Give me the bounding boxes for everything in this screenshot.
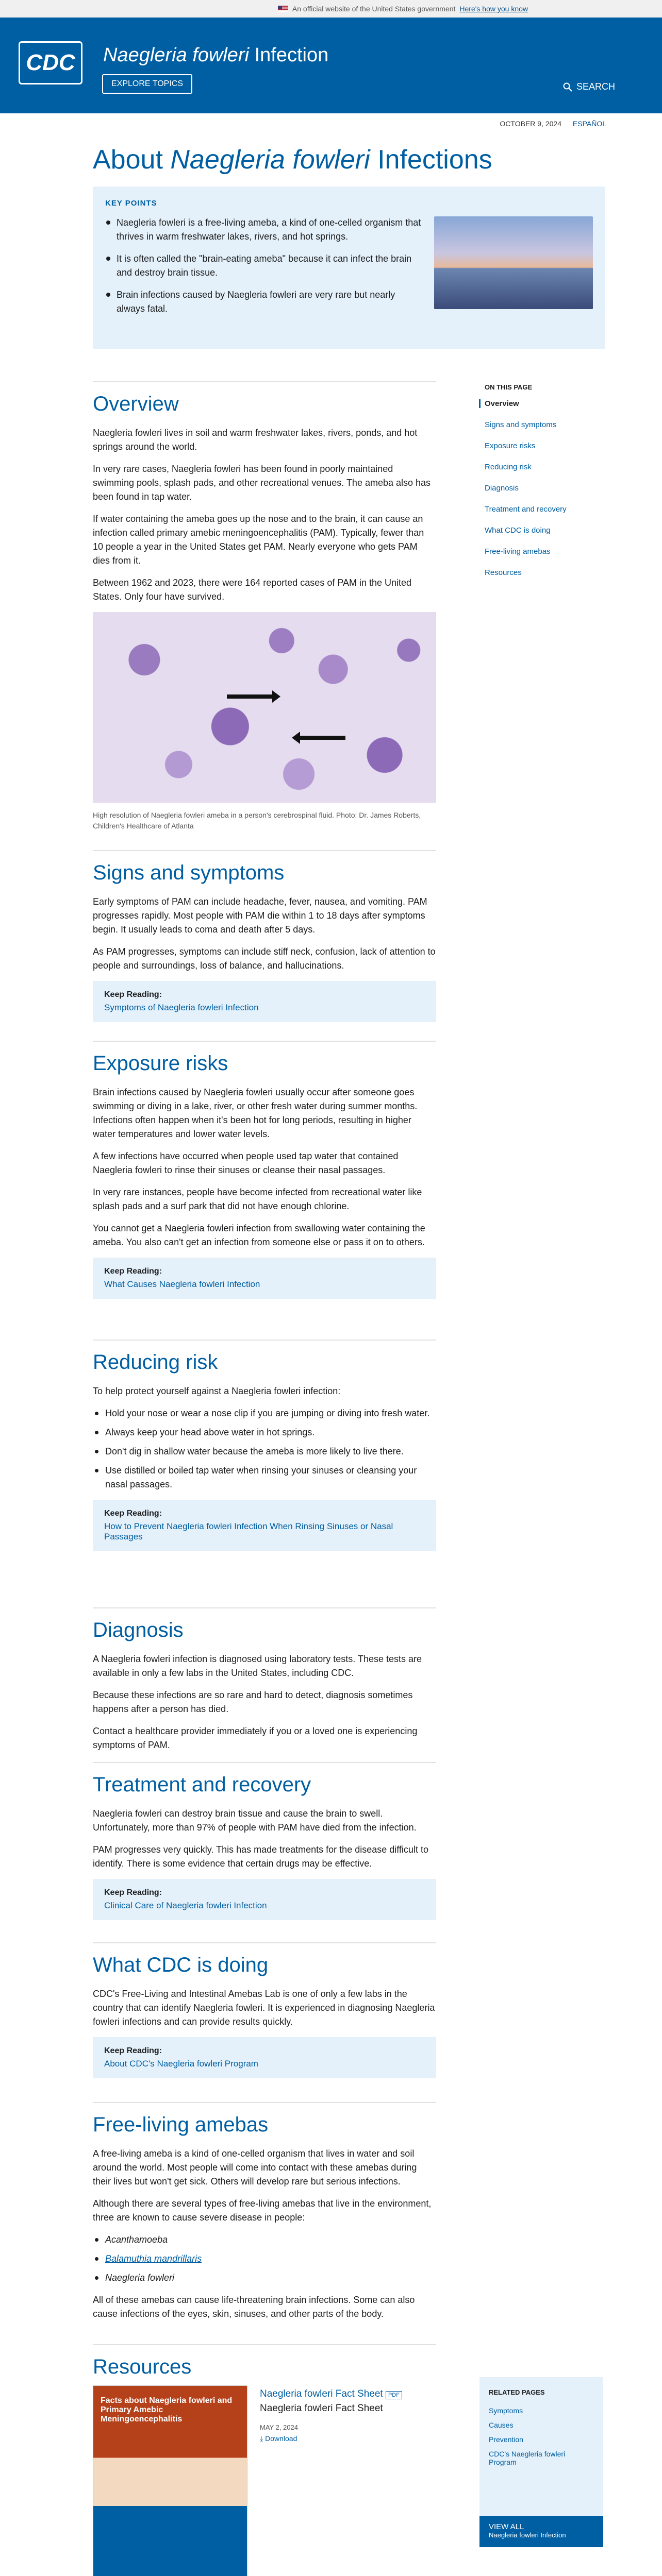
reducing-risk-list	[93, 1406, 436, 1492]
overview-para: Naegleria fowleri lives in soil and warm freshwater lakes, rivers, ponds, and hot springs around the world.	[93, 428, 418, 452]
keep-reading-label: Keep Reading:	[104, 1888, 162, 1897]
diagnosis-heading: Diagnosis	[93, 1619, 184, 1641]
view-all-label: VIEW ALL	[489, 2522, 524, 2531]
page-title-suffix: Infections	[370, 145, 492, 175]
site-header	[0, 18, 662, 113]
resource-date: MAY 2, 2024	[260, 2424, 298, 2431]
diagnosis-para: Contact a healthcare provider immediately if you or a loved one is experiencing symptoms of PAM.	[93, 1726, 418, 1750]
resources-section	[93, 2344, 436, 2389]
explore-topics-button[interactable]: EXPLORE TOPICS	[102, 74, 192, 94]
reducing-risk-heading: Reducing risk	[93, 1351, 218, 1374]
reducing-risk-section	[93, 1340, 436, 1551]
exposure-para: Brain infections caused by Naegleria fowleri usually occur after someone goes swimming or diving in a lake, river, or other fresh water during summer months. Infections often happen when it's been hot for long periods, resulting in higher water temperatures and lower water levels.	[93, 1087, 418, 1139]
list-item: Hold your nose or wear a nose clip if you are jumping or diving into fresh water.	[93, 1406, 436, 1420]
resource-card	[93, 2385, 436, 2576]
search-button[interactable]	[563, 81, 615, 92]
treatment-para: PAM progresses very quickly. This has made treatments for the disease difficult to identify. There is some evidence that certain drugs may be effective.	[93, 1844, 428, 1869]
site-title[interactable]	[103, 44, 328, 66]
dateline	[500, 120, 606, 128]
ameba-micrograph[interactable]	[93, 612, 436, 803]
keep-reading-label: Keep Reading:	[104, 2046, 162, 2055]
toc-link-diagnosis[interactable]: Diagnosis	[485, 484, 519, 493]
cdc-doing-heading: What CDC is doing	[93, 1954, 269, 1976]
related-pages	[479, 2377, 603, 2547]
cdc-logo[interactable]: CDC	[19, 41, 82, 84]
keep-reading-link[interactable]: About CDC's Naegleria fowleri Program	[104, 2059, 258, 2069]
toc-link-treatment[interactable]: Treatment and recovery	[485, 505, 567, 514]
resource-subtitle: Naegleria fowleri Fact Sheet	[260, 2403, 383, 2414]
section-divider	[93, 381, 436, 382]
overview-para: If water containing the ameba goes up the nose and to the brain, it can cause an infection called primary amebic meningoencephalitis (PAM). Typically, fewer than 10 people a year in the United States get PAM. Nearly everyone who gets PAM dies from it.	[93, 514, 424, 566]
us-flag-icon	[278, 6, 288, 12]
thumbnail-text: Facts about Naegleria fowleri and Primary Amebic Meningoencephalitis	[101, 2396, 233, 2424]
exposure-section	[93, 1041, 436, 1299]
gov-banner-text: An official website of the United States government	[292, 5, 456, 13]
key-point: It is often called the "brain-eating ameba" because it can infect the brain and destroy brain tissue.	[105, 252, 425, 280]
related-link[interactable]: Prevention	[489, 2435, 523, 2444]
download-link[interactable]	[260, 2434, 402, 2443]
treatment-section	[93, 1762, 436, 1920]
related-link[interactable]: Causes	[489, 2421, 514, 2429]
keep-reading-box	[93, 1500, 436, 1551]
exposure-heading: Exposure risks	[93, 1052, 228, 1075]
toc-link-symptoms[interactable]: Signs and symptoms	[485, 420, 557, 429]
ameba-list	[93, 2233, 436, 2285]
free-living-para: Although there are several types of free-living amebas that live in the environment, three are known to cause severe disease in people:	[93, 2198, 432, 2223]
free-living-section	[93, 2102, 436, 2329]
key-point: Brain infections caused by Naegleria fowleri are very rare but nearly always fatal.	[105, 288, 425, 316]
key-point: Naegleria fowleri is a free-living ameba, a kind of one-celled organism that thrives in warm freshwater lakes, rivers, and hot springs.	[105, 216, 425, 244]
symptoms-para: As PAM progresses, symptoms can include stiff neck, confusion, lack of attention to people and surroundings, loss of balance, and hallucinations.	[93, 946, 436, 971]
keep-reading-link[interactable]: Symptoms of Naegleria fowleri Infection	[104, 1003, 259, 1012]
keep-reading-link[interactable]: What Causes Naegleria fowleri Infection	[104, 1279, 260, 1289]
espanol-link[interactable]: ESPAÑOL	[572, 120, 606, 128]
related-link[interactable]: Symptoms	[489, 2406, 523, 2415]
section-divider	[93, 1340, 436, 1341]
free-living-heading: Free-living amebas	[93, 2113, 269, 2136]
section-divider	[93, 2102, 436, 2103]
exposure-para: A few infections have occurred when people used tap water that contained Naegleria fowleri to rinse their sinuses or cleanse their nasal passages.	[93, 1151, 399, 1175]
keep-reading-box	[93, 2037, 436, 2078]
section-divider	[93, 1942, 436, 1943]
free-living-para: A free-living ameba is a kind of one-celled organism that lives in water and soil around the world. Most people will come into contact with these amebas during their lives but won't get sick. Others will develop rare but serious infections.	[93, 2148, 417, 2187]
list-item: Don't dig in shallow water because the ameba is more likely to live there.	[93, 1445, 436, 1459]
diagnosis-para: A Naegleria fowleri infection is diagnosed using laboratory tests. These tests are available in only a few labs in the United States, including CDC.	[93, 1654, 422, 1678]
download-icon: ⤓	[260, 2434, 263, 2443]
section-divider	[93, 2344, 436, 2345]
page-date: OCTOBER 9, 2024	[500, 120, 561, 128]
view-all-sub: Naegleria fowleri Infection	[489, 2531, 566, 2539]
on-this-page-nav	[485, 383, 603, 589]
section-divider	[93, 850, 436, 851]
keep-reading-label: Keep Reading:	[104, 1509, 162, 1518]
list-item: Naegleria fowleri	[93, 2271, 436, 2285]
gov-banner	[0, 0, 662, 18]
toc-heading: ON THIS PAGE	[485, 383, 533, 391]
list-item-link[interactable]: Balamuthia mandrillaris	[93, 2252, 436, 2266]
section-divider	[93, 1607, 436, 1608]
gov-banner-link[interactable]: Here's how you know	[459, 5, 528, 13]
keep-reading-link[interactable]: How to Prevent Naegleria fowleri Infection When Rinsing Sinuses or Nasal Passages	[104, 1521, 393, 1541]
toc-link-reducing[interactable]: Reducing risk	[485, 463, 532, 471]
diagnosis-section	[93, 1607, 436, 1760]
arrow-icon	[227, 694, 273, 699]
treatment-heading: Treatment and recovery	[93, 1773, 311, 1796]
site-title-italic: Naegleria fowleri	[103, 44, 250, 66]
list-item: Use distilled or boiled tap water when rinsing your sinuses or cleansing your nasal passages.	[93, 1464, 436, 1492]
resource-info	[260, 2385, 402, 2576]
keep-reading-link[interactable]: Clinical Care of Naegleria fowleri Infection	[104, 1901, 267, 1910]
overview-heading: Overview	[93, 393, 179, 415]
overview-para: In very rare cases, Naegleria fowleri has been found in poorly maintained swimming pools, splash pads, and other recreational venues. The ameba also has been found in tap water.	[93, 464, 431, 502]
resources-heading: Resources	[93, 2355, 192, 2378]
resource-title-text: Naegleria fowleri Fact Sheet	[260, 2388, 383, 2399]
symptoms-para: Early symptoms of PAM can include headache, fever, nausea, and vomiting. PAM progresses rapidly. Most people with PAM die within 1 to 18 days after symptoms begin. It usually leads to coma and death after 5 days.	[93, 896, 427, 935]
arrow-icon	[299, 736, 345, 740]
list-item: Acanthamoeba	[93, 2233, 436, 2247]
page-title-prefix: About	[93, 145, 171, 175]
cdc-doing-section	[93, 1942, 436, 2078]
diagnosis-para: Because these infections are so rare and hard to detect, diagnosis sometimes happens after a person has died.	[93, 1690, 413, 1714]
treatment-para: Naegleria fowleri can destroy brain tissue and cause the brain to swell. Unfortunately, more than 97% of people with PAM have died from the infection.	[93, 1808, 417, 1833]
image-caption: High resolution of Naegleria fowleri ameba in a person's cerebrospinal fluid. Photo: Dr. James Roberts, Children's Healthcare of Atlanta	[93, 811, 421, 830]
related-heading: RELATED PAGES	[489, 2388, 545, 2396]
key-points-list	[105, 216, 425, 316]
toc-link-exposure[interactable]: Exposure risks	[485, 442, 536, 450]
overview-section	[93, 381, 436, 832]
search-icon	[563, 82, 572, 92]
section-divider	[93, 1762, 436, 1763]
toc-link-resources[interactable]: Resources	[485, 568, 522, 577]
related-link[interactable]: CDC's Naegleria fowleri Program	[489, 2450, 566, 2466]
overview-para: Between 1962 and 2023, there were 164 reported cases of PAM in the United States. Only four have survived.	[93, 578, 412, 602]
keep-reading-box	[93, 981, 436, 1022]
resource-title[interactable]	[260, 2388, 402, 2400]
cdc-doing-para: CDC's Free-Living and Intestinal Amebas Lab is one of only a few labs in the country that can identify Naegleria fowleri. It is experienced in diagnosing Naegleria fowleri infections and can provide results quickly.	[93, 1989, 435, 2027]
fact-sheet-thumbnail[interactable]	[93, 2385, 247, 2576]
keep-reading-label: Keep Reading:	[104, 1267, 162, 1276]
keep-reading-box	[93, 1879, 436, 1920]
related-view-all-button[interactable]	[479, 2516, 603, 2547]
pdf-badge: PDF	[386, 2391, 402, 2399]
section-divider	[93, 1041, 436, 1042]
toc-link-overview[interactable]: Overview	[479, 399, 603, 408]
exposure-para: In very rare instances, people have become infected from recreational water like splash pads and a surf park that did not have enough chlorine.	[93, 1187, 422, 1211]
download-label: Download	[265, 2434, 297, 2443]
symptoms-section	[93, 850, 436, 1022]
site-title-rest: Infection	[249, 44, 329, 66]
toc-link-cdc-doing[interactable]: What CDC is doing	[485, 526, 551, 535]
symptoms-heading: Signs and symptoms	[93, 861, 285, 884]
list-item: Always keep your head above water in hot springs.	[93, 1426, 436, 1439]
page-title-italic: Naegleria fowleri	[170, 145, 370, 175]
lake-sunset-image	[434, 216, 593, 309]
reducing-risk-intro: To help protect yourself against a Naegleria fowleri infection:	[93, 1386, 341, 1396]
key-points-label: KEY POINTS	[105, 199, 157, 208]
toc-link-free-living[interactable]: Free-living amebas	[485, 547, 551, 556]
search-label: SEARCH	[576, 81, 616, 92]
exposure-para: You cannot get a Naegleria fowleri infection from swallowing water containing the ameba. You also can't get an infection from someone else or pass it on to others.	[93, 1223, 425, 1247]
keep-reading-box	[93, 1258, 436, 1299]
page-title	[93, 144, 492, 175]
free-living-closing: All of these amebas can cause life-threatening brain infections. Some can also cause infections of the eyes, skin, sinuses, and other parts of the body.	[93, 2295, 415, 2319]
keep-reading-label: Keep Reading:	[104, 990, 162, 999]
